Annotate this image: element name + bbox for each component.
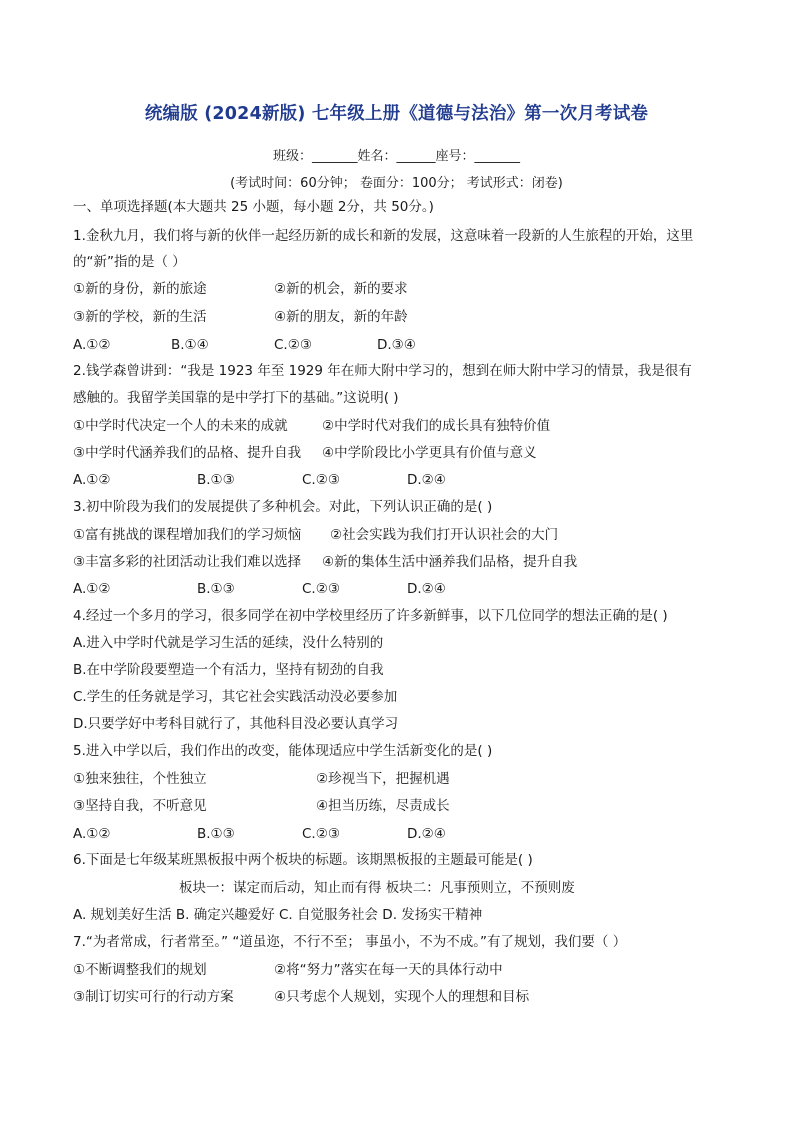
q7-statement-4: ④只考虑个人规划，实现个人的理想和目标 <box>274 989 530 1005</box>
q5-choice-c: C.②③ <box>302 826 340 842</box>
q3-stem-line1: 3.初中阶段为我们的发展提供了多种机会。对此，下列认识正确的是( ) <box>73 499 493 515</box>
q5-statement-2: ②珍视当下，把握机遇 <box>316 771 450 787</box>
q5-statement-4: ④担当历练，尽责成长 <box>316 798 450 814</box>
q1-statement-4: ④新的朋友，新的年龄 <box>274 309 408 325</box>
q5-statement-1: ①独来独往，个性独立 <box>73 771 207 787</box>
q5-choice-b: B.①③ <box>197 826 235 842</box>
q3-choice-d: D.②④ <box>407 581 446 597</box>
q2-stem-line1: 2.钱学森曾讲到：“我是 1923 年至 1929 年在师大附中学习的，想到在师大附中学习的情景，我是很有 <box>73 363 692 379</box>
q6-stem-line1: 6.下面是七年级某班黑板报中两个板块的标题。该期黑板报的主题最可能是( ) <box>73 852 533 868</box>
q5-choice-d: D.②④ <box>407 826 446 842</box>
q4-choice-c: C.学生的任务就是学习，其它社会实践活动没必要参加 <box>73 689 398 705</box>
q4-choice-b: B.在中学阶段要塑造一个有活力，坚持有韧劲的自我 <box>73 662 384 678</box>
q3-statement-1: ①富有挑战的课程增加我们的学习烦恼 <box>73 527 302 543</box>
q2-choice-b: B.①③ <box>197 472 235 488</box>
q7-statement-3: ③制订切实可行的行动方案 <box>73 989 234 1005</box>
q5-choice-a: A.①② <box>73 826 111 842</box>
q1-choice-c: C.②③ <box>274 337 312 353</box>
q1-statement-3: ③新的学校，新的生活 <box>73 309 207 325</box>
q2-statement-4: ④中学阶段比小学更具有价值与意义 <box>322 445 537 461</box>
q1-stem-line1: 1.金秋九月，我们将与新的伙伴一起经历新的成长和新的发展，这意味着一段新的人生旅程的开始，这里 <box>73 228 694 244</box>
q6-board-titles: 板块一：谋定而后动，知止而有得 板块二：凡事预则立，不预则废 <box>179 880 575 896</box>
q3-statement-4: ④新的集体生活中涵养我们品格，提升自我 <box>322 554 578 570</box>
q4-choice-d: D.只要学好中考科目就行了，其他科目没必要认真学习 <box>73 716 399 732</box>
q6-choices: A. 规划美好生活 B. 确定兴趣爱好 C. 自觉服务社会 D. 发扬实干精神 <box>73 907 483 923</box>
q2-statement-1: ①中学时代决定一个人的未来的成就 <box>73 418 288 434</box>
q3-statement-3: ③丰富多彩的社团活动让我们难以选择 <box>73 554 302 570</box>
q2-choice-a: A.①② <box>73 472 111 488</box>
student-info-line: 班级：_______姓名：______座号：_______ <box>272 149 520 164</box>
q5-statement-3: ③坚持自我，不听意见 <box>73 798 207 814</box>
q2-statement-3: ③中学时代涵养我们的品格、提升自我 <box>73 445 302 461</box>
q1-choice-d: D.③④ <box>377 337 416 353</box>
exam-title: 统编版 (2024新版) 七年级上册《道德与法治》第一次月考试卷 <box>144 104 649 124</box>
q1-choice-a: A.①② <box>73 337 111 353</box>
q3-choice-c: C.②③ <box>302 581 340 597</box>
q3-statement-2: ②社会实践为我们打开认识社会的大门 <box>330 527 559 543</box>
q4-stem-line1: 4.经过一个多月的学习，很多同学在初中学校里经历了许多新鲜事，以下几位同学的想法正确的是( ) <box>73 608 668 624</box>
exam-info-line: (考试时间：60分钟； 卷面分：100分； 考试形式：闭卷) <box>230 176 563 191</box>
q1-statement-1: ①新的身份，新的旅途 <box>73 281 207 297</box>
q2-choice-d: D.②④ <box>407 472 446 488</box>
q2-stem-line2: 感触的。我留学美国靠的是中学打下的基础。”这说明( ) <box>73 390 399 406</box>
q5-stem-line1: 5.进入中学以后，我们作出的改变，能体现适应中学生活新变化的是( ) <box>73 743 493 759</box>
q7-statement-1: ①不断调整我们的规划 <box>73 962 207 978</box>
q1-statement-2: ②新的机会，新的要求 <box>274 281 408 297</box>
q1-choice-b: B.①④ <box>171 337 209 353</box>
section-heading: 一、单项选择题(本大题共 25 小题，每小题 2分，共 50分。) <box>73 199 434 215</box>
q4-choice-a: A.进入中学时代就是学习生活的延续，没什么特别的 <box>73 635 384 651</box>
q1-stem-line2: 的“新”指的是（ ） <box>73 254 186 270</box>
q3-choice-b: B.①③ <box>197 581 235 597</box>
q7-stem-line1: 7.“为者常成，行者常至。” “道虽迩，不行不至； 事虽小，不为不成。”有了规划，我们要（ ） <box>73 934 627 950</box>
q2-statement-2: ②中学时代对我们的成长具有独特价值 <box>322 418 551 434</box>
q3-choice-a: A.①② <box>73 581 111 597</box>
q2-choice-c: C.②③ <box>302 472 340 488</box>
q7-statement-2: ②将“努力”落实在每一天的具体行动中 <box>274 962 503 978</box>
